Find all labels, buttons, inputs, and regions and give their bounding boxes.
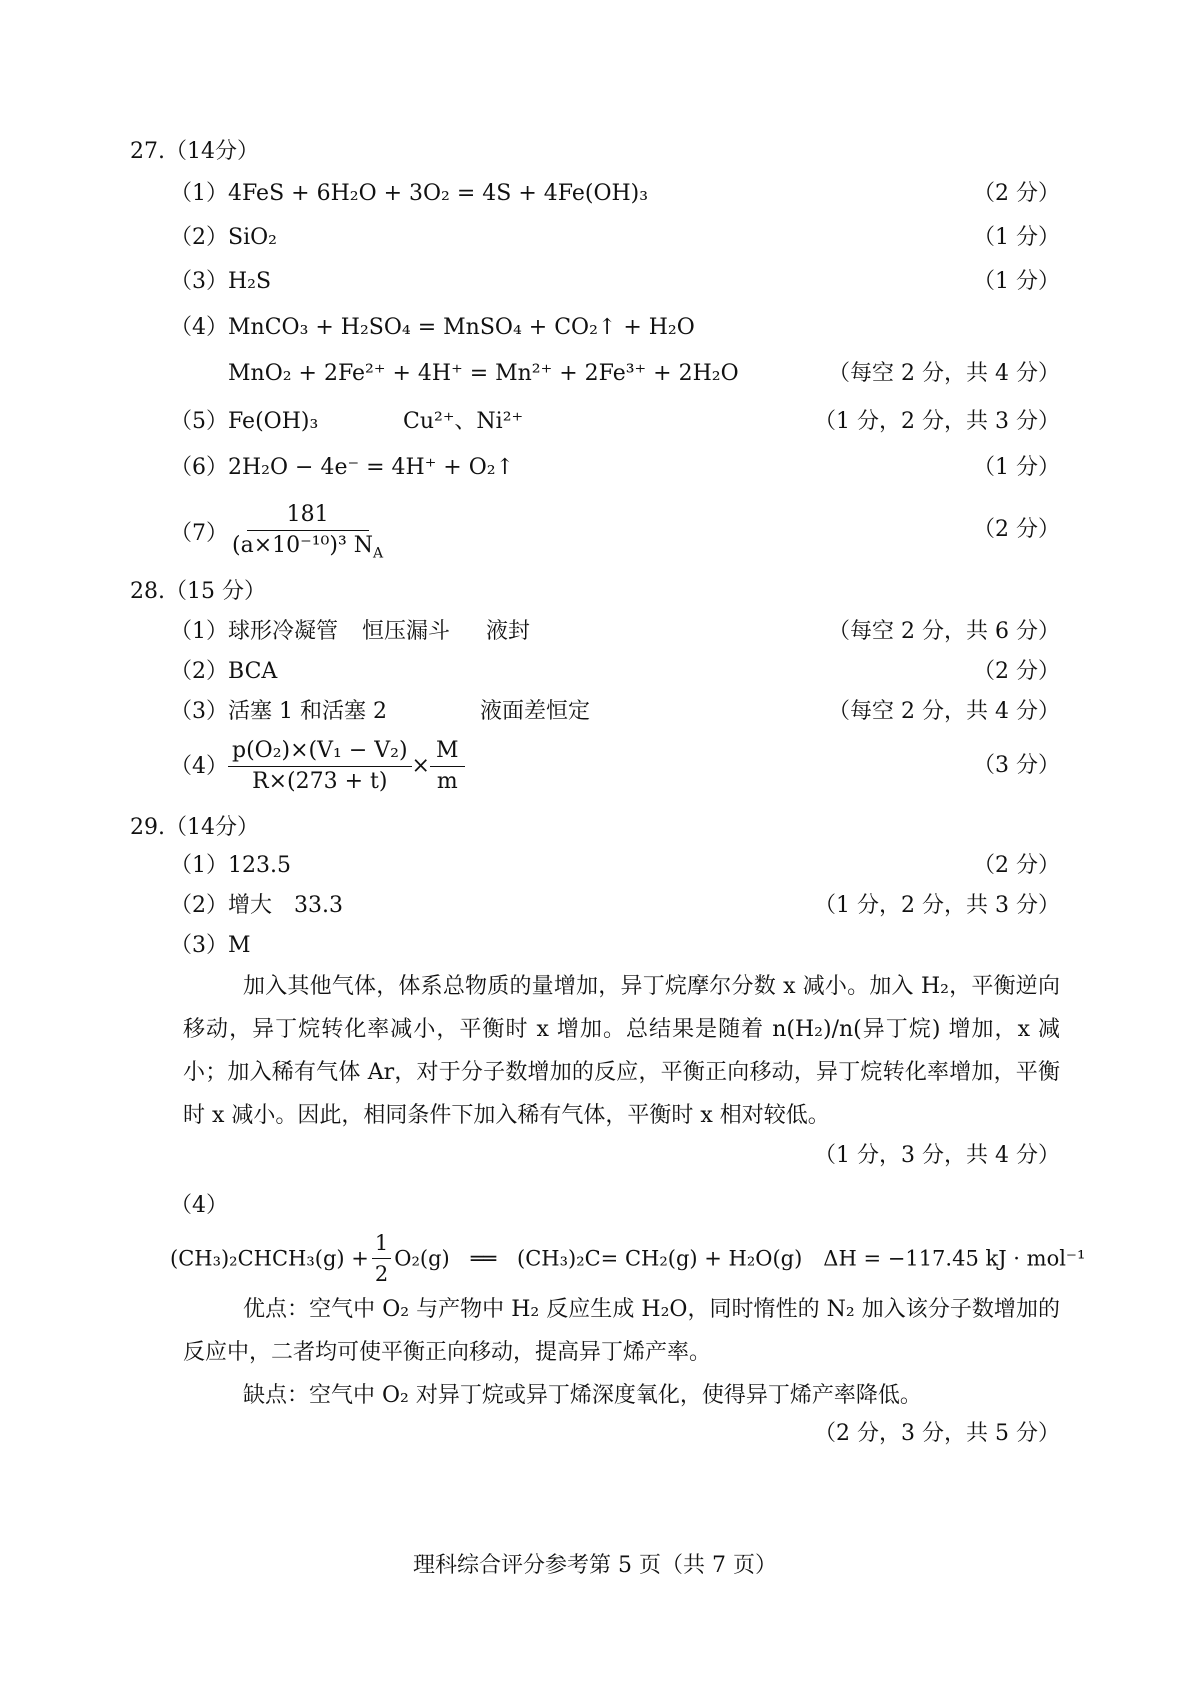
fraction-denominator: m xyxy=(436,769,458,794)
fraction-1 xyxy=(228,736,412,797)
q29-item-2-score: （1 分，2 分，共 3 分） xyxy=(814,893,1060,918)
item-answer: SiO₂ xyxy=(228,225,277,250)
q27-item-6 xyxy=(170,454,514,482)
q29-item-4-label: （4） xyxy=(170,1193,228,1218)
q29-item-1 xyxy=(170,852,291,880)
item-label: （7） xyxy=(170,521,228,547)
q27-item-5-score: （1 分，2 分，共 3 分） xyxy=(814,409,1060,434)
item-label: （1） xyxy=(170,619,228,644)
q28-item-1-score: （每空 2 分，共 6 分） xyxy=(828,619,1060,644)
times-sign: × xyxy=(411,753,430,779)
item-answer: 123.5 xyxy=(228,853,291,878)
q29-item-4-disadvantage: 缺点：空气中 O₂ 对异丁烷或异丁烯深度氧化，使得异丁烯产率降低。 xyxy=(243,1383,922,1408)
q29-item-4-advantage: 优点：空气中 O₂ 与产物中 H₂ 反应生成 H₂O，同时惰性的 N₂ 加入该分子数增加的反应中，二者均可使平衡正向移动，提高异丁烯产率。 xyxy=(183,1297,1060,1365)
item-answer: 增大 33.3 xyxy=(228,893,343,918)
fraction xyxy=(228,500,387,568)
fraction-numerator: p(O₂)×(V₁ − V₂) xyxy=(228,736,412,767)
item-answer: 4FeS + 6H₂O + 3O₂ = 4S + 4Fe(OH)₃ xyxy=(228,181,649,206)
equation-right: O₂(g) ══ (CH₃)₂C= CH₂(g) + H₂O(g) ΔH = −117.45 kJ · mol⁻¹ xyxy=(394,1246,1086,1271)
item-label: （4） xyxy=(170,315,228,340)
q27-item-3-score: （1 分） xyxy=(973,269,1060,294)
q27-item-2-score: （1 分） xyxy=(973,225,1060,250)
item-label: （2） xyxy=(170,225,228,250)
item-answer: H₂S xyxy=(228,269,272,294)
denominator-text: (a×10⁻¹⁰)³ N xyxy=(232,533,374,558)
one-half-fraction xyxy=(371,1228,392,1289)
q27-item-5-answer-2: Cu²⁺、Ni²⁺ xyxy=(403,409,524,434)
question-27-header: 27.（14分） xyxy=(130,139,259,164)
q28-item-4 xyxy=(170,736,465,797)
item-answer: M xyxy=(228,933,251,958)
fraction-denominator: R×(273 + t) xyxy=(252,769,388,794)
item-answer: 活塞 1 和活塞 2 xyxy=(228,699,387,724)
q28-item-3-score: （每空 2 分，共 4 分） xyxy=(828,699,1060,724)
q29-item-1-score: （2 分） xyxy=(973,853,1060,878)
q28-item-1 xyxy=(170,618,530,646)
answer-2: 恒压漏斗 xyxy=(362,619,451,644)
item-label: （3） xyxy=(170,269,228,294)
page-footer: 理科综合评分参考第 5 页（共 7 页） xyxy=(413,1553,777,1578)
item-label: （1） xyxy=(170,853,228,878)
q27-item-7-score: （2 分） xyxy=(973,517,1060,542)
fraction-numerator: M xyxy=(430,736,465,767)
fraction-numerator: 1 xyxy=(372,1228,391,1259)
q29-item-3-score: （1 分，3 分，共 4 分） xyxy=(814,1143,1060,1168)
answer-1: 球形冷凝管 xyxy=(228,619,339,644)
item-label: （6） xyxy=(170,455,228,480)
q28-item-3-answer-2: 液面差恒定 xyxy=(480,699,591,724)
q27-item-4-answer-2: MnO₂ + 2Fe²⁺ + 4H⁺ = Mn²⁺ + 2Fe³⁺ + 2H₂O xyxy=(228,361,739,386)
q29-item-4-equation xyxy=(170,1228,1085,1289)
item-answer: BCA xyxy=(228,659,278,684)
q28-item-4-score: （3 分） xyxy=(973,753,1060,778)
q27-item-2 xyxy=(170,224,277,252)
denominator-subscript: A xyxy=(373,545,384,562)
item-label: （2） xyxy=(170,659,228,684)
q27-item-4 xyxy=(170,314,695,342)
item-answer: 2H₂O − 4e⁻ = 4H⁺ + O₂↑ xyxy=(228,455,515,480)
equation-left: (CH₃)₂CHCH₃(g) + xyxy=(170,1246,369,1271)
q27-item-1 xyxy=(170,180,648,208)
q27-item-5 xyxy=(170,408,318,436)
q27-item-4-score: （每空 2 分，共 4 分） xyxy=(828,361,1060,386)
item-label: （1） xyxy=(170,181,228,206)
fraction-denominator: 2 xyxy=(374,1262,389,1286)
item-label: （5） xyxy=(170,409,228,434)
fraction-denominator xyxy=(228,531,387,568)
question-29-header: 29.（14分） xyxy=(130,815,259,840)
q28-item-2 xyxy=(170,658,277,686)
item-label: （3） xyxy=(170,699,228,724)
q27-item-7 xyxy=(170,500,387,568)
fraction-numerator: 181 xyxy=(247,500,369,531)
q29-item-3-explanation: 加入其他气体，体系总物质的量增加，异丁烷摩尔分数 x 减小。加入 H₂，平衡逆向移动，异丁烷转化率减小，平衡时 x 增加。总结果是随着 n(H₂)/n(异丁烷) 增加，x 减小；加入稀有气体 Ar，对于分子数增加的反应，平衡正向移动，异丁烷转化率增加，平衡时 x 减小。因此，相同条件下加入稀有气体，平衡时 x 相对较低。 xyxy=(183,974,1060,1128)
item-label: （2） xyxy=(170,893,228,918)
q29-item-3 xyxy=(170,932,251,960)
question-28-header: 28.（15 分） xyxy=(130,579,266,604)
item-answer: Fe(OH)₃ xyxy=(228,409,319,434)
q27-item-3 xyxy=(170,268,271,296)
item-label: （4） xyxy=(170,753,228,779)
fraction-2 xyxy=(430,736,465,797)
q27-item-6-score: （1 分） xyxy=(973,455,1060,480)
q28-item-2-score: （2 分） xyxy=(973,659,1060,684)
q29-item-4-score: （2 分，3 分，共 5 分） xyxy=(814,1421,1060,1446)
item-answer: MnCO₃ + H₂SO₄ = MnSO₄ + CO₂↑ + H₂O xyxy=(228,315,695,340)
item-label: （3） xyxy=(170,933,228,958)
q27-item-1-score: （2 分） xyxy=(973,181,1060,206)
q28-item-3 xyxy=(170,698,387,726)
answer-3: 液封 xyxy=(486,619,531,644)
q29-item-2 xyxy=(170,892,343,920)
